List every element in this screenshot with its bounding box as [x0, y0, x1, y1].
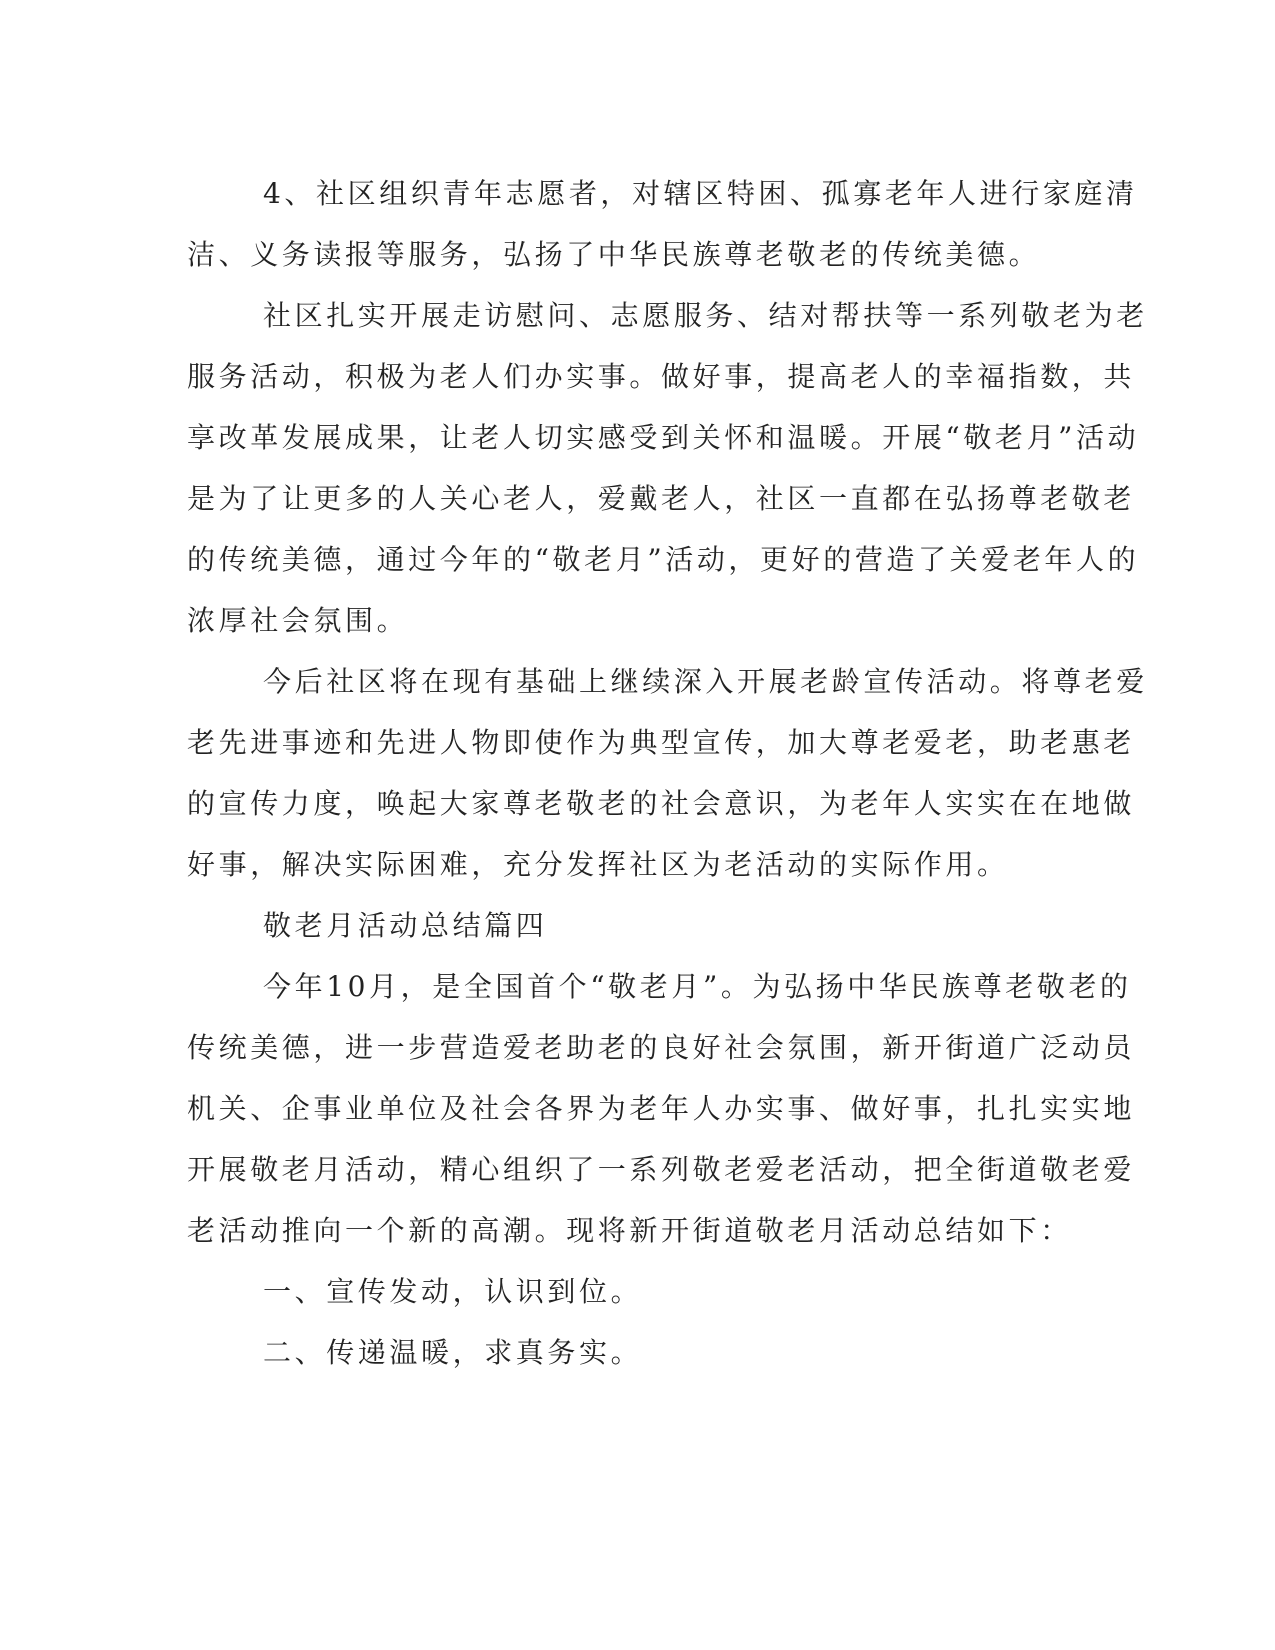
text-line: 4、社区组织青年志愿者，对辖区特困、孤寡老年人进行家庭清: [263, 177, 1138, 210]
list-item: 二、传递温暖，求真务实。: [263, 1336, 643, 1369]
text-line: 社区扎实开展走访慰问、志愿服务、结对帮扶等一系列敬老为老: [263, 299, 1148, 332]
text-line: 老先进事迹和先进人物即使作为典型宣传，加大尊老爱老，助老惠老: [187, 726, 1136, 759]
text-line: 享改革发展成果，让老人切实感受到关怀和温暖。开展“敬老月”活动: [187, 421, 1140, 454]
text-line: 浓厚社会氛围。: [187, 604, 409, 637]
text-line: 今年10月，是全国首个“敬老月”。为弘扬中华民族尊老敬老的: [263, 970, 1132, 1003]
text-line: 今后社区将在现有基础上继续深入开展老龄宣传活动。将尊老爱: [263, 665, 1148, 698]
text-line: 老活动推向一个新的高潮。现将新开街道敬老月活动总结如下：: [187, 1214, 1072, 1247]
text-line: 的传统美德，通过今年的“敬老月”活动，更好的营造了关爱老年人的: [187, 543, 1140, 576]
text-line: 机关、企事业单位及社会各界为老年人办实事、做好事，扎扎实实地: [187, 1092, 1136, 1125]
text-line: 洁、义务读报等服务，弘扬了中华民族尊老敬老的传统美德。: [187, 238, 1041, 271]
document-body: [187, 163, 1148, 1383]
list-item: 一、宣传发动，认识到位。: [263, 1275, 643, 1308]
text-line: 传统美德，进一步营造爱老助老的良好社会氛围，新开街道广泛动员: [187, 1031, 1136, 1064]
text-line: 好事，解决实际困难，充分发挥社区为老活动的实际作用。: [187, 848, 1009, 881]
text-line: 是为了让更多的人关心老人，爱戴老人，社区一直都在弘扬尊老敬老: [187, 482, 1136, 515]
text-line: 开展敬老月活动，精心组织了一系列敬老爱老活动，把全街道敬老爱: [187, 1153, 1136, 1186]
text-line: 的宣传力度，唤起大家尊老敬老的社会意识，为老年人实实在在地做: [187, 787, 1136, 820]
text-line: 服务活动，积极为老人们办实事。做好事，提高老人的幸福指数，共: [187, 360, 1136, 393]
section-heading: 敬老月活动总结篇四: [263, 909, 548, 942]
